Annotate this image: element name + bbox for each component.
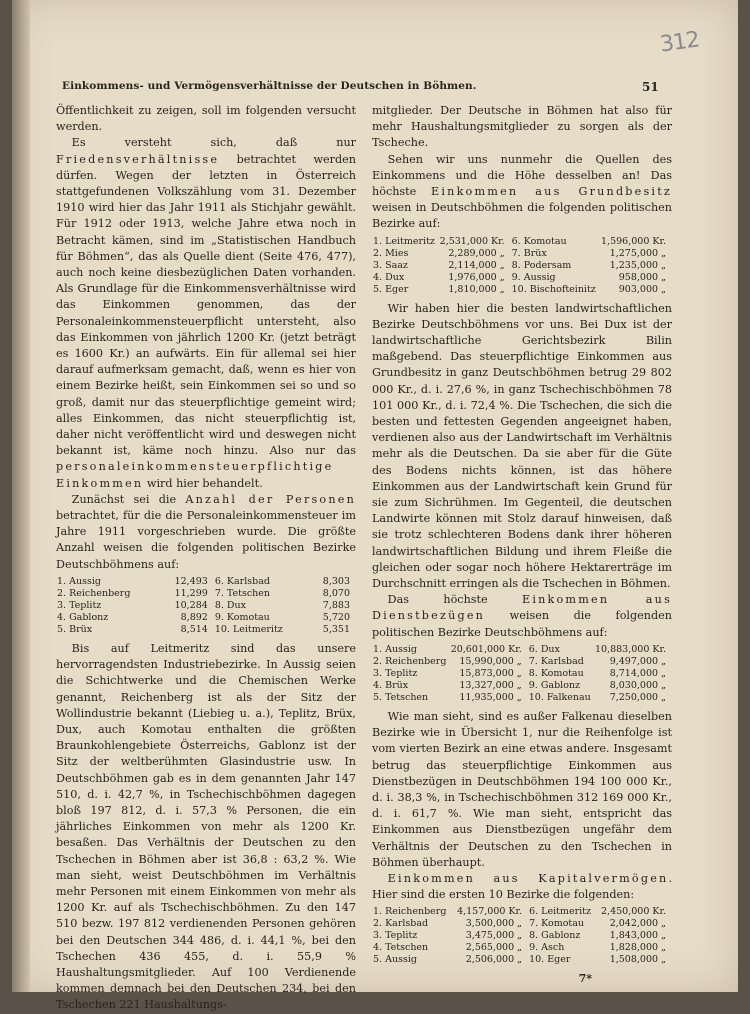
table-row (372, 668, 672, 680)
district-name: 7. Komotau (529, 918, 585, 930)
district-value: 2,114,000 „ (448, 259, 505, 271)
district-name: 2. Mies (373, 247, 409, 259)
district-value: 1,596,000 Kr. (601, 235, 666, 247)
district-value: 2,450,000 Kr. (601, 906, 666, 918)
table-row (372, 236, 672, 248)
ranking-table-dienstbezuege (372, 644, 672, 704)
district-name: 2. Karlsbad (373, 918, 429, 930)
district-value: 7,250,000 „ (609, 691, 666, 703)
district-name: 6. Karlsbad (214, 575, 270, 587)
spaced-emphasis: Friedensverhältnisse (56, 152, 220, 166)
district-value: 5,351 (322, 623, 350, 635)
right-column (372, 103, 672, 988)
spaced-emphasis: personaleinkommensteuerpflichtige Einkommen (56, 460, 334, 490)
district-name: 9. Komotau (214, 611, 270, 623)
district-name: 10. Bischofteinitz (511, 283, 596, 295)
paragraph: Wie man sieht, sind es außer Falkenau dieselben Bezirke wie in Übersicht 1, nur die Reihenfolge ist vom vierten Bezirk an eine etwas andere. Insgesamt betrug das steuerpflichtige Einkommen aus Dienstbezügen in Deutschböhmen 194 100 000 Kr., d. i. 38,3 %, in Tschechischböhmen 312 169 000 Kr., d. i. 61,7 %. Wie man sieht, entspricht das Einkommen aus Dienstbezügen ungefähr dem Verhältnis der Deutschen zu den Tschechen in Böhmen überhaupt. (372, 709, 672, 869)
district-value: 10,883,000 Kr. (594, 643, 666, 655)
district-value: 958,000 „ (618, 271, 666, 283)
district-name: 4. Dux (373, 271, 405, 283)
district-value: 2,042,000 „ (609, 918, 666, 930)
district-value: 10,284 (174, 599, 208, 611)
table-row (56, 612, 356, 624)
district-name: 7. Tetschen (214, 587, 271, 599)
district-value: 8,030,000 „ (609, 679, 666, 691)
table-row (372, 284, 672, 296)
table-row (372, 692, 672, 704)
text-run: Sehen wir uns nunmehr die Quellen des Einkommens und die Höhe desselben an! Das höchste (372, 152, 672, 199)
district-value: 15,873,000 „ (459, 667, 522, 679)
table-row (372, 918, 672, 930)
district-name: 1. Aussig (57, 575, 101, 587)
district-name: 4. Brüx (373, 679, 409, 691)
district-value: 1,843,000 „ (609, 930, 666, 942)
district-value: 4,157,000 Kr. (457, 906, 523, 918)
paragraph (372, 152, 672, 233)
district-name: 3. Teplitz (57, 599, 102, 611)
district-name: 8. Komotau (528, 667, 584, 679)
district-name: 2. Reichenberg (57, 587, 131, 599)
district-name: 6. Komotau (511, 235, 567, 247)
text-run: Es versteht sich, daß nur (71, 136, 356, 150)
table-row (372, 680, 672, 692)
district-name: 5. Aussig (373, 954, 417, 966)
table-row (372, 644, 672, 656)
district-name: 3. Teplitz (373, 667, 418, 679)
table-row (372, 248, 672, 260)
paragraph (56, 135, 356, 491)
table-row (372, 906, 672, 918)
text-run: wird hier behandelt. (143, 476, 263, 490)
district-value: 8,303 (322, 575, 350, 587)
district-value: 11,299 (174, 587, 208, 599)
district-value: 3,475,000 „ (465, 930, 523, 942)
district-value: 1,508,000 „ (609, 954, 666, 966)
district-name: 5. Brüx (57, 623, 93, 635)
spaced-emphasis: Einkommen aus Dienstbezügen (372, 593, 673, 623)
district-name: 1. Reichenberg (373, 906, 447, 918)
district-name: 6. Dux (528, 643, 560, 655)
ranking-table-persons (56, 576, 356, 636)
page-number: 51 (642, 80, 659, 94)
district-name: 8. Gablonz (529, 930, 581, 942)
district-name: 7. Karlsbad (528, 655, 584, 667)
text-run: Zunächst sei die (71, 492, 186, 506)
left-column (56, 103, 356, 1014)
running-title: Einkommens- und Vermögensverhältnisse der Deutschen in Böhmen. (62, 80, 477, 92)
district-name: 2. Reichenberg (373, 655, 447, 667)
district-value: 13,327,000 „ (459, 679, 522, 691)
table-row (56, 624, 356, 636)
district-value: 1,810,000 „ (448, 283, 505, 295)
printer-signature-mark: 7* (578, 972, 592, 986)
district-value: 2,506,000 „ (465, 954, 523, 966)
district-value: 2,565,000 „ (465, 942, 523, 954)
district-name: 7. Brüx (511, 247, 547, 259)
district-name: 1. Leitmeritz (373, 235, 435, 247)
district-name: 6. Leitmeritz (529, 906, 591, 918)
district-value: 1,235,000 „ (609, 259, 666, 271)
district-value: 8,714,000 „ (609, 667, 666, 679)
district-value: 15,990,000 „ (459, 655, 522, 667)
district-name: 8. Podersam (511, 259, 572, 271)
district-value: 9,497,000 „ (609, 655, 666, 667)
paragraph: Öffentlichkeit zu zeigen, soll im folgenden versucht werden. (56, 104, 356, 134)
district-value: 8,070 (322, 587, 350, 599)
page-binding-edge (12, 0, 30, 992)
district-value: 2,289,000 „ (448, 247, 505, 259)
spaced-emphasis: Einkommen aus Grundbesitz (431, 185, 673, 199)
table-row (56, 600, 356, 612)
district-name: 9. Asch (529, 942, 565, 954)
table-row (56, 576, 356, 588)
paragraph (56, 492, 356, 573)
district-name: 3. Teplitz (373, 930, 418, 942)
pencil-page-mark: 312 (658, 27, 701, 58)
ranking-table-grundbesitz (372, 236, 672, 296)
table-row (372, 930, 672, 942)
book-page (12, 0, 738, 1012)
district-name: 10. Falkenau (528, 691, 591, 703)
district-value: 11,935,000 „ (459, 691, 522, 703)
district-value: 1,828,000 „ (609, 942, 666, 954)
district-value: 8,514 (180, 623, 208, 635)
district-name: 4. Tetschen (373, 942, 429, 954)
district-name: 8. Dux (214, 599, 247, 611)
table-row (56, 588, 356, 600)
paragraph: Wir haben hier die besten landwirtschaftlichen Bezirke Deutschböhmens vor uns. Bei Dux ist der landwirtschaftliche Gerichtsbezirk Bilin maßgebend. Das steuerpflichtige Einkommen aus Grundbesitz in ganz Deutschböhmen betrug 29 802 000 Kr., d. i. 27,6 %, in ganz Tschechischböhmen 78 101 000 Kr., d. i. 72,4 %. Die Tschechen, die sich die besten und fettesten Gegenden angeeignet haben, verdienen also aus der Landwirtschaft im Verhältnis mehr als die Deutschen. Da sie aber für die Güte des Bodens nichts können, ist das höhere Einkommen aus der Landwirtschaft kein Grund für sie zum Sichrühmen. Im Gegenteil, die deutschen Landwirte können mit Stolz darauf hinweisen, daß sie trotz schlechteren Bodens dank ihrer höheren landwirtschaftlichen Bildung und ihrem Fleiße die gleichen oder sogar noch höhere Hektarerträge im Durchschnitt erringen als die Tschechen in Böhmen. (372, 301, 672, 591)
paragraph: mitglieder. Der Deutsche in Böhmen hat also für mehr Haushaltungsmitglieder zu sorgen als der Tscheche. (372, 104, 672, 150)
spaced-emphasis: Einkommen aus Kapitalvermögen (387, 871, 669, 885)
table-row (372, 272, 672, 284)
district-name: 5. Tetschen (373, 691, 429, 703)
district-name: 9. Gablonz (528, 679, 581, 691)
table-row (372, 656, 672, 668)
district-value: 1,976,000 „ (448, 271, 505, 283)
district-value: 1,275,000 „ (609, 247, 666, 259)
district-name: 5. Eger (373, 283, 409, 295)
text-run: betrachtet werden dürfen. Wegen der letzten in Österreich stattgefundenen Volkszählung vom 31. Dezember 1910 wird hier das Jahr 1911 als Stichjahr gewählt. Für 1912 oder 1913, welche Jahre etwa noch in Betracht kämen, sind im „Statistischen Handbuch für Böhmen“, das als Quelle dient (Seite 476, 477), auch noch keine diesbezüglichen Daten vorhanden. Als Grundlage für die Einkommensverhältnisse wird das Einkommen genommen, das der Personaleinkommensteuerpflicht untersteht, also das Einkommen von jährlich 1200 Kr. (jetzt beträgt es 1600 Kr.) an aufwärts. Ein für allemal sei hier darauf aufmerksam gemacht, daß, wenn es hier von einem Bezirke heißt, sein Einkommen sei so und so groß, damit nur das steuerpflichtige gemeint wird; alles Einkommen, das nicht steuerpflichtig ist, daher nicht veröffentlicht wird und deswegen nicht bekannt ist, käme noch hinzu. Also nur das (56, 152, 356, 458)
paragraph: Bis auf Leitmeritz sind das unsere hervorragendsten Industriebezirke. In Aussig seien die Schichtwerke und die Chemischen Werke genannt, Reichenberg ist als der Sitz der Wollindustrie bekannt (Liebieg u. a.), Teplitz, Brüx, Dux, auch Komotau enthalten die größten Braunkohlengebiete Österreichs, Gablonz ist der Sitz der weltberühmten Glasindustrie usw. In Deutschböhmen gab es in dem genannten Jahr 147 510, d. i. 42,7 %, in Tschechischböhmen dagegen bloß 197 812, d. i. 57,3 % Personen, die ein jährliches Einkommen von mehr als 1200 Kr. besaßen. Das Verhältnis der Deutschen zu den Tschechen in Böhmen aber ist 36,8 : 63,2 %. Wie man sieht, weist Deutschböhmen im Verhältnis mehr Personen mit einem Einkommen von mehr als 1200 Kr. auf als Tschechischböhmen. Zu den 147 510 bezw. 197 812 verdienenden Personen gehören bei den Deutschen 344 486, d. i. 44,1 %, bei den Tschechen 436 455, d. i. 55,9 % Haushaltungsmitglieder. Auf 100 Verdienende kommen demnach bei den Deutschen 234, bei den Tschechen 221 Haushaltungs- (56, 641, 356, 1012)
text-run: . Hier sind die ersten 10 Bezirke die folgenden: (372, 871, 672, 902)
district-name: 1. Aussig (373, 643, 417, 655)
district-name: 9. Aussig (511, 271, 556, 283)
paragraph (372, 592, 672, 641)
spaced-emphasis: Anzahl der Personen (185, 492, 356, 506)
district-name: 3. Saaz (373, 259, 408, 271)
district-value: 3,500,000 „ (465, 918, 523, 930)
district-value: 5,720 (322, 611, 350, 623)
district-name: 4. Gablonz (57, 611, 109, 623)
district-value: 7,883 (322, 599, 350, 611)
text-run: betrachtet, für die die Personaleinkommensteuer im Jahre 1911 vorgeschrieben wurde. Die größte Anzahl weisen die folgenden politischen Bezirke Deutschböhmens auf: (56, 509, 356, 571)
district-value: 2,531,000 Kr. (439, 235, 505, 247)
table-row (372, 260, 672, 272)
table-row (372, 942, 672, 954)
district-value: 903,000 „ (618, 283, 666, 295)
text-run: Das höchste (387, 593, 522, 607)
district-name: 10. Leitmeritz (214, 623, 283, 635)
text-run: weisen die folgenden politischen Bezirke Deutschböhmens auf: (372, 609, 672, 639)
table-row (372, 954, 672, 966)
text-run: weisen in Deutschböhmen die folgenden politischen Bezirke auf: (372, 201, 672, 231)
district-value: 8,892 (180, 611, 208, 623)
district-value: 20,601,000 Kr. (450, 643, 522, 655)
district-value: 12,493 (174, 575, 208, 587)
ranking-table-kapitalvermoegen (372, 906, 672, 966)
district-name: 10. Eger (529, 954, 571, 966)
paragraph (372, 871, 672, 903)
